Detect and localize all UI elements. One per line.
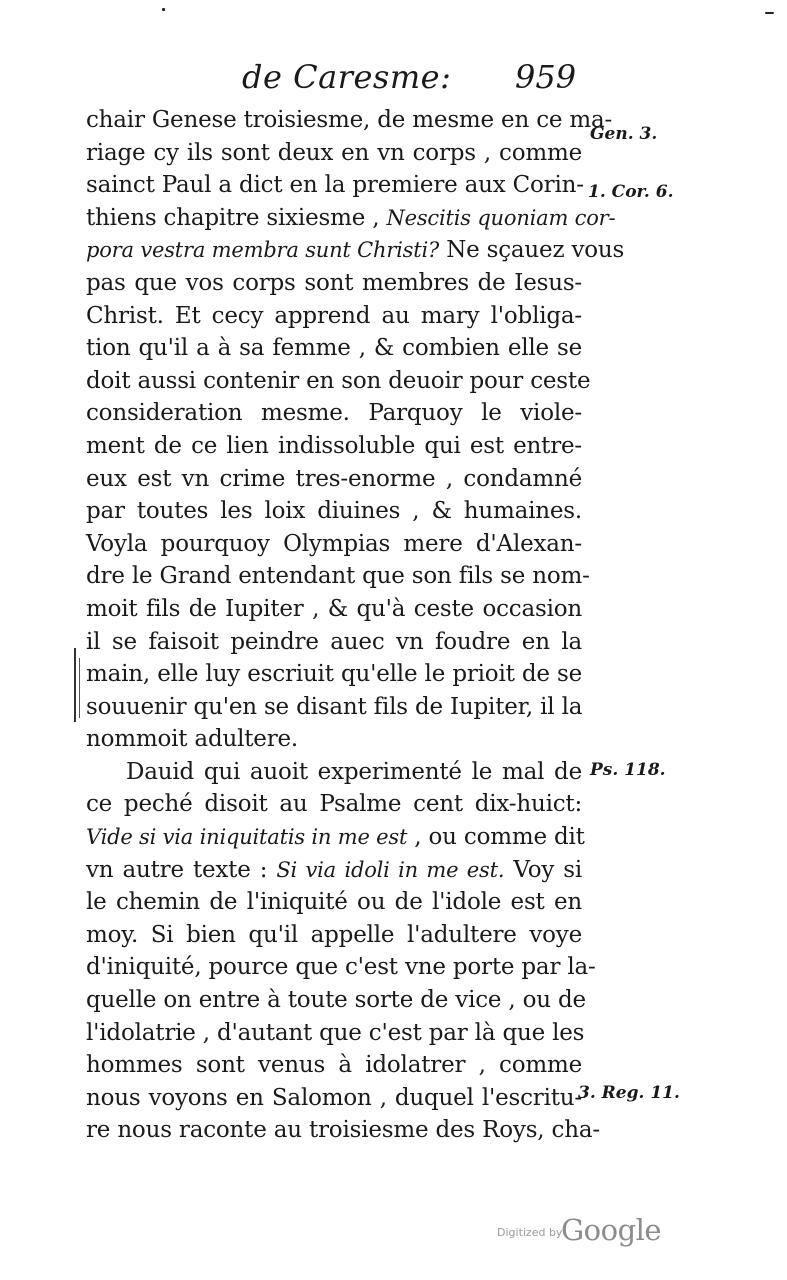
text-line [86,137,582,170]
text-line [86,234,625,267]
text-line [86,365,591,398]
line-text: ment de ce lien indissoluble qui est entre- [86,432,582,459]
text-line [86,658,582,691]
line-text: doit aussi contenir en son deuoir pour ceste [86,367,591,394]
latin-quotation: Nescitis quoniam cor- [386,205,616,230]
latin-quotation: Si via idoli in me est. [276,857,505,882]
line-text: pas que vos corps sont membres de Iesus- [86,269,582,296]
text-line [86,1082,582,1115]
text-line [86,723,582,756]
text-line [86,560,590,593]
line-text: l'idolatrie , d'autant que c'est par là que les [86,1019,585,1046]
margin-annotation-mark [79,658,82,718]
scan-speck [765,12,774,14]
text-line [86,397,582,430]
line-text: , ou comme dit [407,824,585,851]
text-line [86,886,582,919]
line-text: quelle on entre à toute sorte de vice , ou de [86,987,586,1014]
line-text: main, elle luy escriuit qu'elle le prioit de se [86,661,582,688]
text-line [86,300,582,333]
line-text: d'iniquité, pource que c'est vne porte par la- [86,954,596,981]
text-line [86,756,582,789]
line-text: Ne sçauez vous [439,237,625,264]
text-line [86,1114,600,1147]
text-line [86,984,586,1017]
text-line [86,104,613,137]
line-text: souuenir qu'en se disant fils de Iupiter, il la [86,693,583,720]
text-line [86,919,582,952]
line-text: sainct Paul a dict en la premiere aux Corin- [86,172,584,199]
text-line [86,202,616,235]
text-line [86,626,582,659]
line-text: eux est vn crime tres-enorme , condamné [86,465,582,492]
line-text: Dauid qui auoit experimenté le mal de [126,758,582,785]
line-text: dre le Grand entendant que son fils se nom- [86,563,590,590]
text-line [86,821,585,854]
line-text: nommoit adultere. [86,726,299,753]
scan-speck [162,8,165,11]
line-text: ce peché disoit au Psalme cent dix-huict: [86,791,582,818]
text-line [86,854,582,887]
text-line [86,169,582,202]
text-line [86,1049,582,1082]
margin-note: Ps. 118. [590,760,666,780]
text-line [86,951,596,984]
line-text: moit fils de Iupiter , & qu'à ceste occasion [86,595,582,622]
line-text: thiens chapitre sixiesme , [86,204,387,231]
page-number: 959 [515,58,577,96]
line-text: chair Genese troisiesme, de mesme en ce ma- [86,107,613,133]
text-line [86,1017,585,1050]
latin-quotation: Vide si via iniquitatis in me est [86,825,408,850]
line-text: hommes sont venus à idolatrer , comme [86,1052,582,1079]
line-text: re nous raconte au troisiesme des Roys, cha- [86,1117,600,1144]
line-text: Voy si [504,856,582,883]
text-line [86,788,582,821]
line-text: nous voyons en Salomon , duquel l'escritu- [86,1084,582,1111]
margin-note: 3. Reg. 11. [578,1083,680,1103]
running-head: de Caresme: [242,58,452,96]
google-watermark: Google [561,1213,662,1247]
text-line [86,691,582,724]
line-text: le chemin de l'iniquité ou de l'idole est en [86,889,582,916]
line-text: riage cy ils sont deux en vn corps , comme [86,139,582,166]
line-text: moy. Si bien qu'il appelle l'adultere voye [86,921,582,948]
text-line [86,267,582,300]
text-line [86,528,582,561]
margin-note: 1. Cor. 6. [588,182,674,202]
line-text: Voyla pourquoy Olympias mere d'Alexan- [86,530,582,557]
text-line [86,430,582,463]
line-text: vn autre texte : [86,856,277,883]
line-text: tion qu'il a à sa femme , & combien elle se [86,335,582,362]
text-line [86,463,582,496]
text-line [86,593,582,626]
margin-note: Gen. 3. [590,124,658,144]
text-line [86,495,582,528]
digitized-by-label: Digitized by [497,1226,563,1239]
latin-quotation: pora vestra membra sunt Christi? [86,238,440,263]
text-line [86,332,582,365]
line-text: il se faisoit peindre auec vn foudre en la [86,628,582,655]
line-text: Christ. Et cecy apprend au mary l'obliga- [86,302,582,329]
line-text: par toutes les loix diuines , & humaines. [86,498,582,525]
line-text: consideration mesme. Parquoy le viole- [86,400,582,427]
